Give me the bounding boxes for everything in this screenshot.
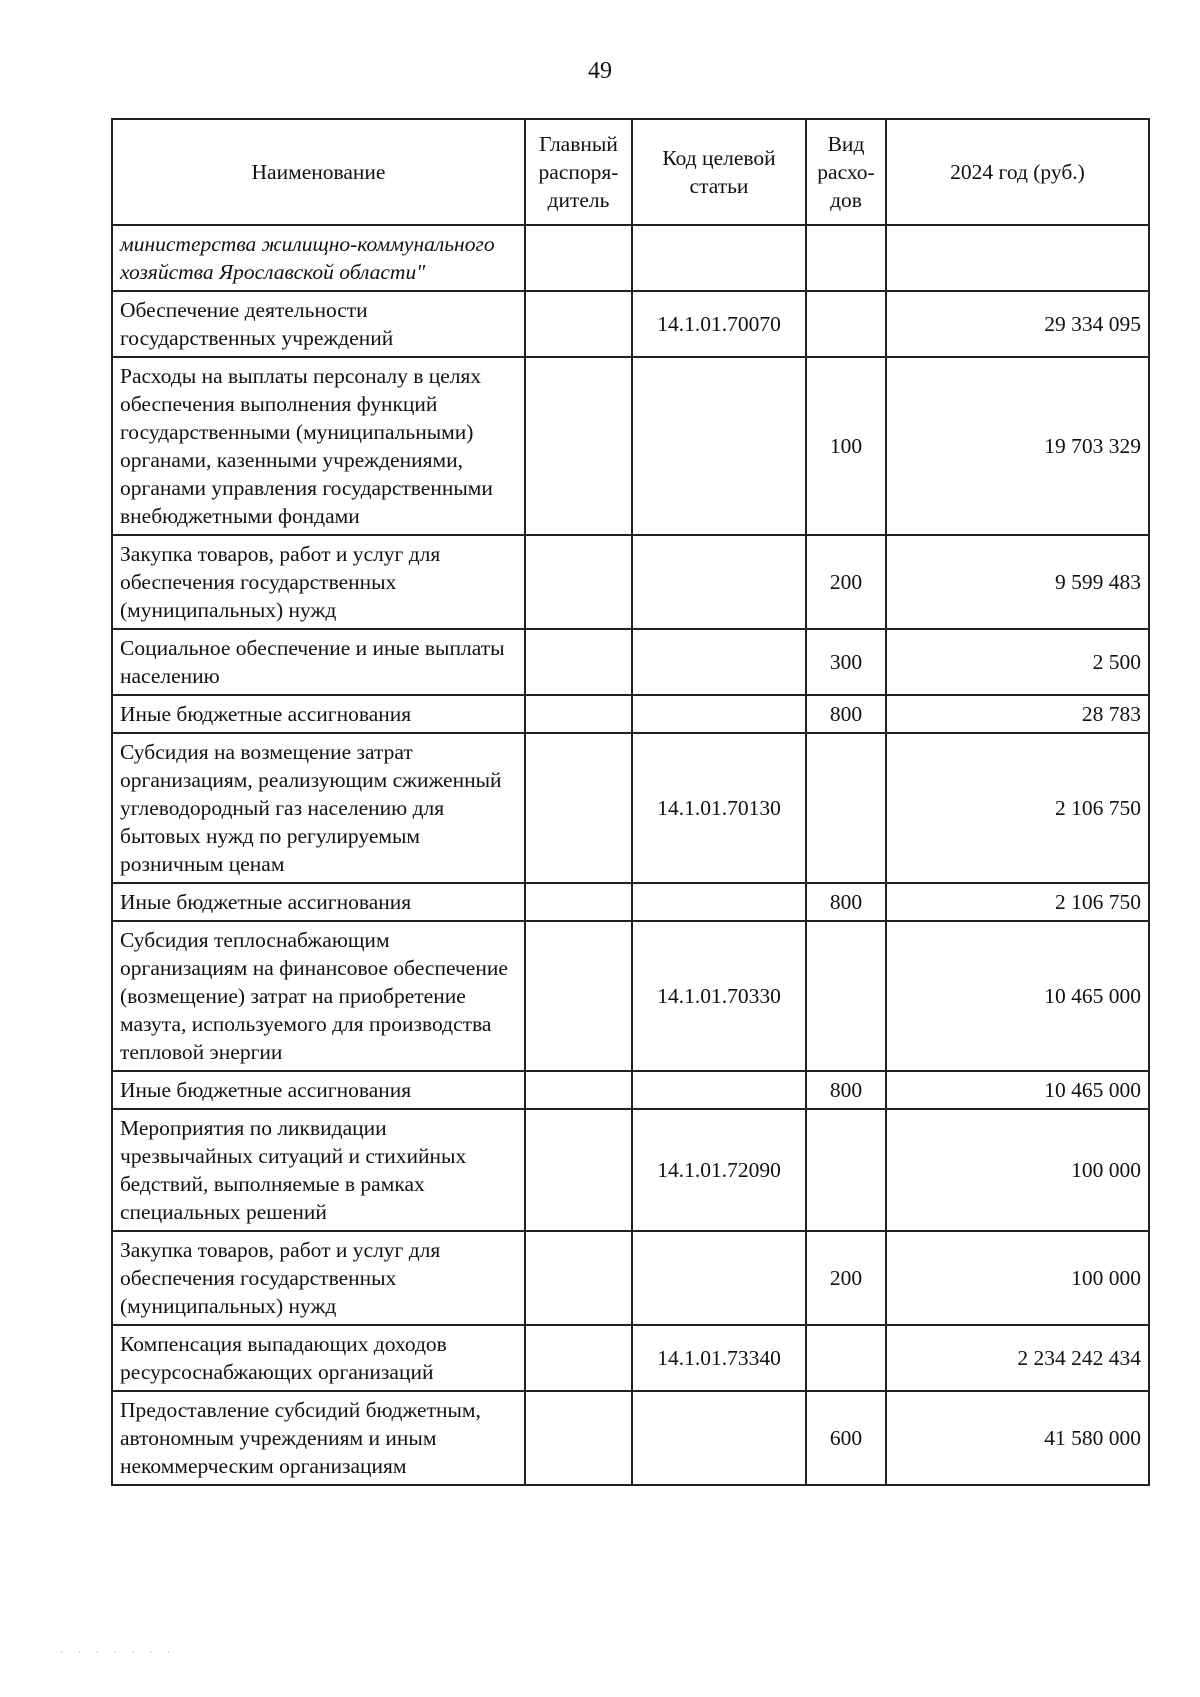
cell-name: Предоставление субсидий бюджетным, автономным учреждениям и иным некоммерческим организациям <box>112 1391 525 1485</box>
table-row <box>112 733 1149 883</box>
table-row <box>112 629 1149 695</box>
cell-name: Расходы на выплаты персоналу в целях обеспечения выполнения функций государственными (муниципальными) органами, казенными учреждениями, органами управления государственными внебюджетными фондами <box>112 357 525 535</box>
cell-kind <box>806 1325 886 1391</box>
page-number: 49 <box>588 58 612 84</box>
cell-code <box>632 883 806 921</box>
cell-code <box>632 1391 806 1485</box>
header-name: Наименование <box>112 119 525 225</box>
header-amount: 2024 год (руб.) <box>886 119 1149 225</box>
cell-kind: 100 <box>806 357 886 535</box>
cell-chief <box>525 629 632 695</box>
cell-kind: 200 <box>806 1231 886 1325</box>
table-row <box>112 535 1149 629</box>
cell-chief <box>525 695 632 733</box>
cell-kind <box>806 225 886 291</box>
cell-code: 14.1.01.72090 <box>632 1109 806 1231</box>
cell-code <box>632 535 806 629</box>
header-chief: Главный распоря-дитель <box>525 119 632 225</box>
cell-name: Обеспечение деятельности государственных учреждений <box>112 291 525 357</box>
cell-amount: 10 465 000 <box>886 921 1149 1071</box>
table-row <box>112 695 1149 733</box>
cell-chief <box>525 1109 632 1231</box>
cell-code <box>632 357 806 535</box>
table-row <box>112 1391 1149 1485</box>
cell-chief <box>525 1231 632 1325</box>
cell-amount: 2 234 242 434 <box>886 1325 1149 1391</box>
budget-table <box>111 118 1150 1486</box>
cell-kind: 600 <box>806 1391 886 1485</box>
cell-name: Иные бюджетные ассигнования <box>112 1071 525 1109</box>
table-row <box>112 1325 1149 1391</box>
cell-kind <box>806 291 886 357</box>
table-body <box>112 225 1149 1485</box>
cell-code <box>632 1231 806 1325</box>
cell-code: 14.1.01.70070 <box>632 291 806 357</box>
cell-name: Иные бюджетные ассигнования <box>112 695 525 733</box>
cell-amount <box>886 225 1149 291</box>
table-row <box>112 1231 1149 1325</box>
cell-chief <box>525 1391 632 1485</box>
table-row <box>112 291 1149 357</box>
cell-name: Субсидия теплоснабжающим организациям на финансовое обеспечение (возмещение) затрат на приобретение мазута, используемого для производства тепловой энергии <box>112 921 525 1071</box>
cell-amount: 100 000 <box>886 1109 1149 1231</box>
cell-kind: 800 <box>806 883 886 921</box>
cell-name: Компенсация выпадающих доходов ресурсоснабжающих организаций <box>112 1325 525 1391</box>
cell-chief <box>525 291 632 357</box>
table-row <box>112 1071 1149 1109</box>
cell-chief <box>525 1071 632 1109</box>
scan-specks: · · · · · · · <box>60 1648 177 1659</box>
cell-amount: 28 783 <box>886 695 1149 733</box>
cell-chief <box>525 733 632 883</box>
cell-chief <box>525 883 632 921</box>
cell-chief <box>525 225 632 291</box>
cell-kind: 300 <box>806 629 886 695</box>
cell-code <box>632 695 806 733</box>
cell-name: министерства жилищно-коммунального хозяйства Ярославской области" <box>112 225 525 291</box>
cell-amount: 2 500 <box>886 629 1149 695</box>
cell-amount: 9 599 483 <box>886 535 1149 629</box>
cell-amount: 100 000 <box>886 1231 1149 1325</box>
table-row <box>112 1109 1149 1231</box>
table-row <box>112 357 1149 535</box>
cell-chief <box>525 357 632 535</box>
cell-kind: 200 <box>806 535 886 629</box>
cell-amount: 29 334 095 <box>886 291 1149 357</box>
header-kind: Вид расхо-дов <box>806 119 886 225</box>
cell-amount: 2 106 750 <box>886 883 1149 921</box>
cell-chief <box>525 1325 632 1391</box>
header-code: Код целевой статьи <box>632 119 806 225</box>
cell-name: Иные бюджетные ассигнования <box>112 883 525 921</box>
cell-amount: 19 703 329 <box>886 357 1149 535</box>
cell-code <box>632 1071 806 1109</box>
cell-kind: 800 <box>806 1071 886 1109</box>
cell-kind <box>806 1109 886 1231</box>
cell-chief <box>525 921 632 1071</box>
cell-name: Мероприятия по ликвидации чрезвычайных ситуаций и стихийных бедствий, выполняемые в рамках специальных решений <box>112 1109 525 1231</box>
cell-name: Закупка товаров, работ и услуг для обеспечения государственных (муниципальных) нужд <box>112 1231 525 1325</box>
cell-code: 14.1.01.70330 <box>632 921 806 1071</box>
table-row <box>112 883 1149 921</box>
header-row <box>112 119 1149 225</box>
cell-kind <box>806 921 886 1071</box>
cell-amount: 41 580 000 <box>886 1391 1149 1485</box>
cell-name: Социальное обеспечение и иные выплаты населению <box>112 629 525 695</box>
cell-name: Субсидия на возмещение затрат организациям, реализующим сжиженный углеводородный газ населению для бытовых нужд по регулируемым розничным ценам <box>112 733 525 883</box>
cell-code <box>632 225 806 291</box>
cell-code: 14.1.01.70130 <box>632 733 806 883</box>
cell-chief <box>525 535 632 629</box>
table-row <box>112 225 1149 291</box>
cell-amount: 2 106 750 <box>886 733 1149 883</box>
cell-kind: 800 <box>806 695 886 733</box>
cell-code <box>632 629 806 695</box>
table-row <box>112 921 1149 1071</box>
cell-code: 14.1.01.73340 <box>632 1325 806 1391</box>
cell-name: Закупка товаров, работ и услуг для обеспечения государственных (муниципальных) нужд <box>112 535 525 629</box>
cell-amount: 10 465 000 <box>886 1071 1149 1109</box>
cell-kind <box>806 733 886 883</box>
